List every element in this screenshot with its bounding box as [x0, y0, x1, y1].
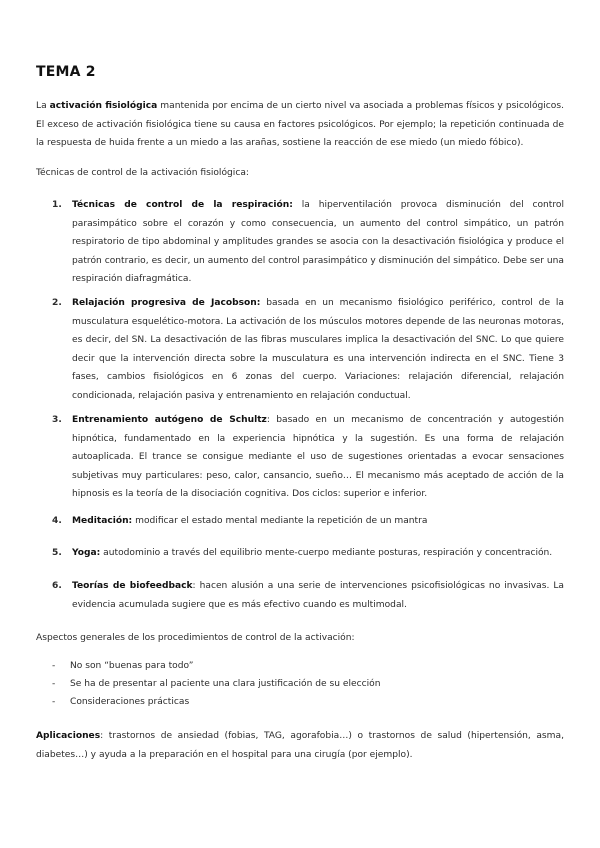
technique-body [72, 196, 564, 289]
technique-item-6 [36, 577, 564, 614]
technique-body [72, 411, 564, 504]
aspect-text: Consideraciones prácticas [70, 697, 190, 707]
aspect-item [36, 675, 564, 693]
techniques-heading: Técnicas de control de la activación fisiológica: [36, 168, 249, 178]
page-title: TEMA 2 [36, 64, 96, 80]
technique-term: Teorías de biofeedback [72, 581, 193, 591]
dash-bullet: - [52, 661, 56, 671]
technique-text: basada en un mecanismo fisiológico periférico, control de la musculatura esquelético-motora. La activación de los músculos motores depende de las neuronas motoras, es decir, del SN. La desactivación de las fibras musculares implica la desactivación del SNC. Lo que quiere decir que la intervención directa sobre la musculatura es una intervención indirecta en el SNC. Tiene 3 fases, cambios fisiológicos en 6 zonas del cuerpo. Variaciones: relajación diferencial, relajación condicionada, relajación pasiva y entrenamiento en relajación conductual. [72, 298, 564, 401]
dash-bullet: - [52, 697, 56, 707]
technique-text: la hiperventilación provoca disminución del control parasimpático sobre el corazón y como consecuencia, un aumento del control simpático, un patrón respiratorio de tipo abdominal y amplitudes grandes se asocia con la desactivación fisiológica y produce el patrón contrario, es decir, un aumento del control parasimpático y disminución del simpático. Debe ser una respiración diafragmática. [72, 200, 565, 284]
technique-text: autodominio a través del equilibrio mente-cuerpo mediante posturas, respiración y concentración. [100, 548, 553, 558]
technique-item-4 [36, 512, 564, 531]
technique-body [72, 577, 564, 614]
technique-number: 5. [52, 548, 62, 558]
technique-term: Técnicas de control de la respiración: [72, 200, 293, 210]
technique-term: Yoga: [72, 548, 101, 558]
dash-bullet: - [52, 679, 56, 689]
technique-term: Relajación progresiva de Jacobson: [72, 298, 261, 308]
technique-text: : basado en un mecanismo de concentración y autogestión hipnótica, fundamentado en la experiencia hipnótica y la sugestión. Es una forma de relajación autoaplicada. El trance se consigue mediante el uso de sugestiones orientadas a evocar sensaciones subjetivas muy particulares: peso, calor, cansancio, sueño… El mecanismo más aceptado de acción de la hipnosis es la teoría de la disociación cognitiva. Dos ciclos: superior e inferior. [72, 415, 564, 499]
intro-bold-term: activación fisiológica [49, 101, 158, 111]
technique-term: Entrenamiento autógeno de Schultz [72, 415, 267, 425]
aspects-list [36, 657, 564, 711]
applications-paragraph [36, 727, 564, 764]
technique-body [72, 512, 564, 531]
applications-term: Aplicaciones [36, 731, 101, 741]
aspects-heading: Aspectos generales de los procedimientos de control de la activación: [36, 633, 355, 643]
technique-item-3 [36, 411, 564, 504]
technique-number: 6. [52, 581, 62, 591]
technique-item-1 [36, 196, 564, 289]
applications-text: : trastornos de ansiedad (fobias, TAG, agorafobia…) o trastornos de salud (hipertensión, asma, diabetes…) y ayuda a la preparación en el hospital para una cirugía (por ejemplo). [36, 731, 564, 760]
aspect-text: Se ha de presentar al paciente una clara justificación de su elección [70, 679, 381, 689]
technique-number: 2. [52, 298, 62, 308]
technique-number: 1. [52, 200, 62, 210]
technique-text: modificar el estado mental mediante la repetición de un mantra [132, 516, 428, 526]
technique-number: 4. [52, 516, 62, 526]
technique-body [72, 544, 564, 563]
technique-term: Meditación: [72, 516, 133, 526]
aspect-item [36, 693, 564, 711]
technique-body [72, 294, 564, 405]
technique-item-2 [36, 294, 564, 405]
intro-pre: La [36, 101, 50, 111]
technique-number: 3. [52, 415, 62, 425]
aspect-text: No son “buenas para todo” [70, 661, 194, 671]
intro-post: mantenida por encima de un cierto nivel va asociada a problemas físicos y psicológicos. El exceso de activación fisiológica tiene su causa en factores psicológicos. Por ejemplo; la repetición continuada de la respuesta de huida frente a un miedo a las arañas, sostiene la reacción de ese miedo (un miedo fóbico). [36, 101, 565, 148]
technique-text: : hacen alusión a una serie de intervenciones psicofisiológicas no invasivas. La evidencia acumulada sugiere que es más efectivo cuando es multimodal. [72, 581, 564, 610]
aspect-item [36, 657, 564, 675]
technique-item-5 [36, 544, 564, 563]
intro-paragraph [36, 97, 564, 153]
